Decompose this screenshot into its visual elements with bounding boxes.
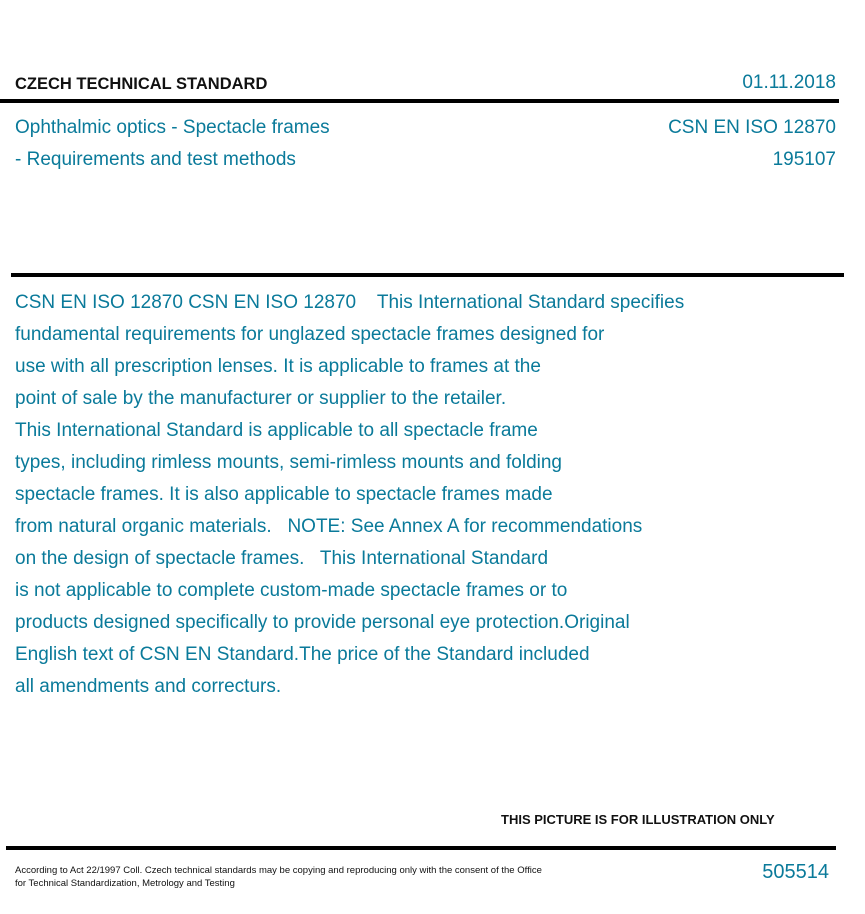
abstract-line: all amendments and correcturs.	[15, 676, 282, 697]
abstract-line: This International Standard is applicable to all spectacle frame	[15, 420, 538, 441]
abstract-line: from natural organic materials. NOTE: See Annex A for recommendations	[15, 516, 643, 537]
abstract-line: English text of CSN EN Standard.The price of the Standard included	[15, 644, 590, 665]
publication-date: 01.11.2018	[742, 72, 836, 93]
abstract-line: use with all prescription lenses. It is applicable to frames at the	[15, 356, 541, 377]
standard-type-label: CZECH TECHNICAL STANDARD	[15, 75, 268, 93]
abstract-line: fundamental requirements for unglazed spectacle frames designed for	[15, 324, 605, 345]
standard-title-line-1: Ophthalmic optics - Spectacle frames	[15, 117, 330, 138]
legal-notice-line-1: According to Act 22/1997 Coll. Czech technical standards may be copying and reproducing only with the consent of the Office	[15, 865, 542, 876]
header-rule	[0, 99, 839, 103]
abstract-line: products designed specifically to provide personal eye protection.Original	[15, 612, 630, 633]
classification-number: 195107	[772, 149, 836, 170]
title-rule	[11, 273, 844, 277]
document-number: 505514	[762, 861, 829, 883]
abstract-text	[15, 287, 805, 703]
abstract-line: spectacle frames. It is also applicable to spectacle frames made	[15, 484, 553, 505]
legal-notice	[15, 864, 615, 890]
standard-code: CSN EN ISO 12870	[668, 117, 836, 138]
legal-notice-line-2: for Technical Standardization, Metrology and Testing	[15, 878, 235, 889]
standard-title-line-2: - Requirements and test methods	[15, 149, 296, 170]
abstract-line: types, including rimless mounts, semi-rimless mounts and folding	[15, 452, 562, 473]
abstract-line: point of sale by the manufacturer or supplier to the retailer.	[15, 388, 507, 409]
abstract-line: CSN EN ISO 12870 CSN EN ISO 12870 This International Standard specifies	[15, 292, 685, 313]
footer-rule	[6, 846, 836, 850]
illustration-notice: THIS PICTURE IS FOR ILLUSTRATION ONLY	[501, 812, 775, 827]
abstract-line: is not applicable to complete custom-made spectacle frames or to	[15, 580, 568, 601]
abstract-line: on the design of spectacle frames. This International Standard	[15, 548, 549, 569]
